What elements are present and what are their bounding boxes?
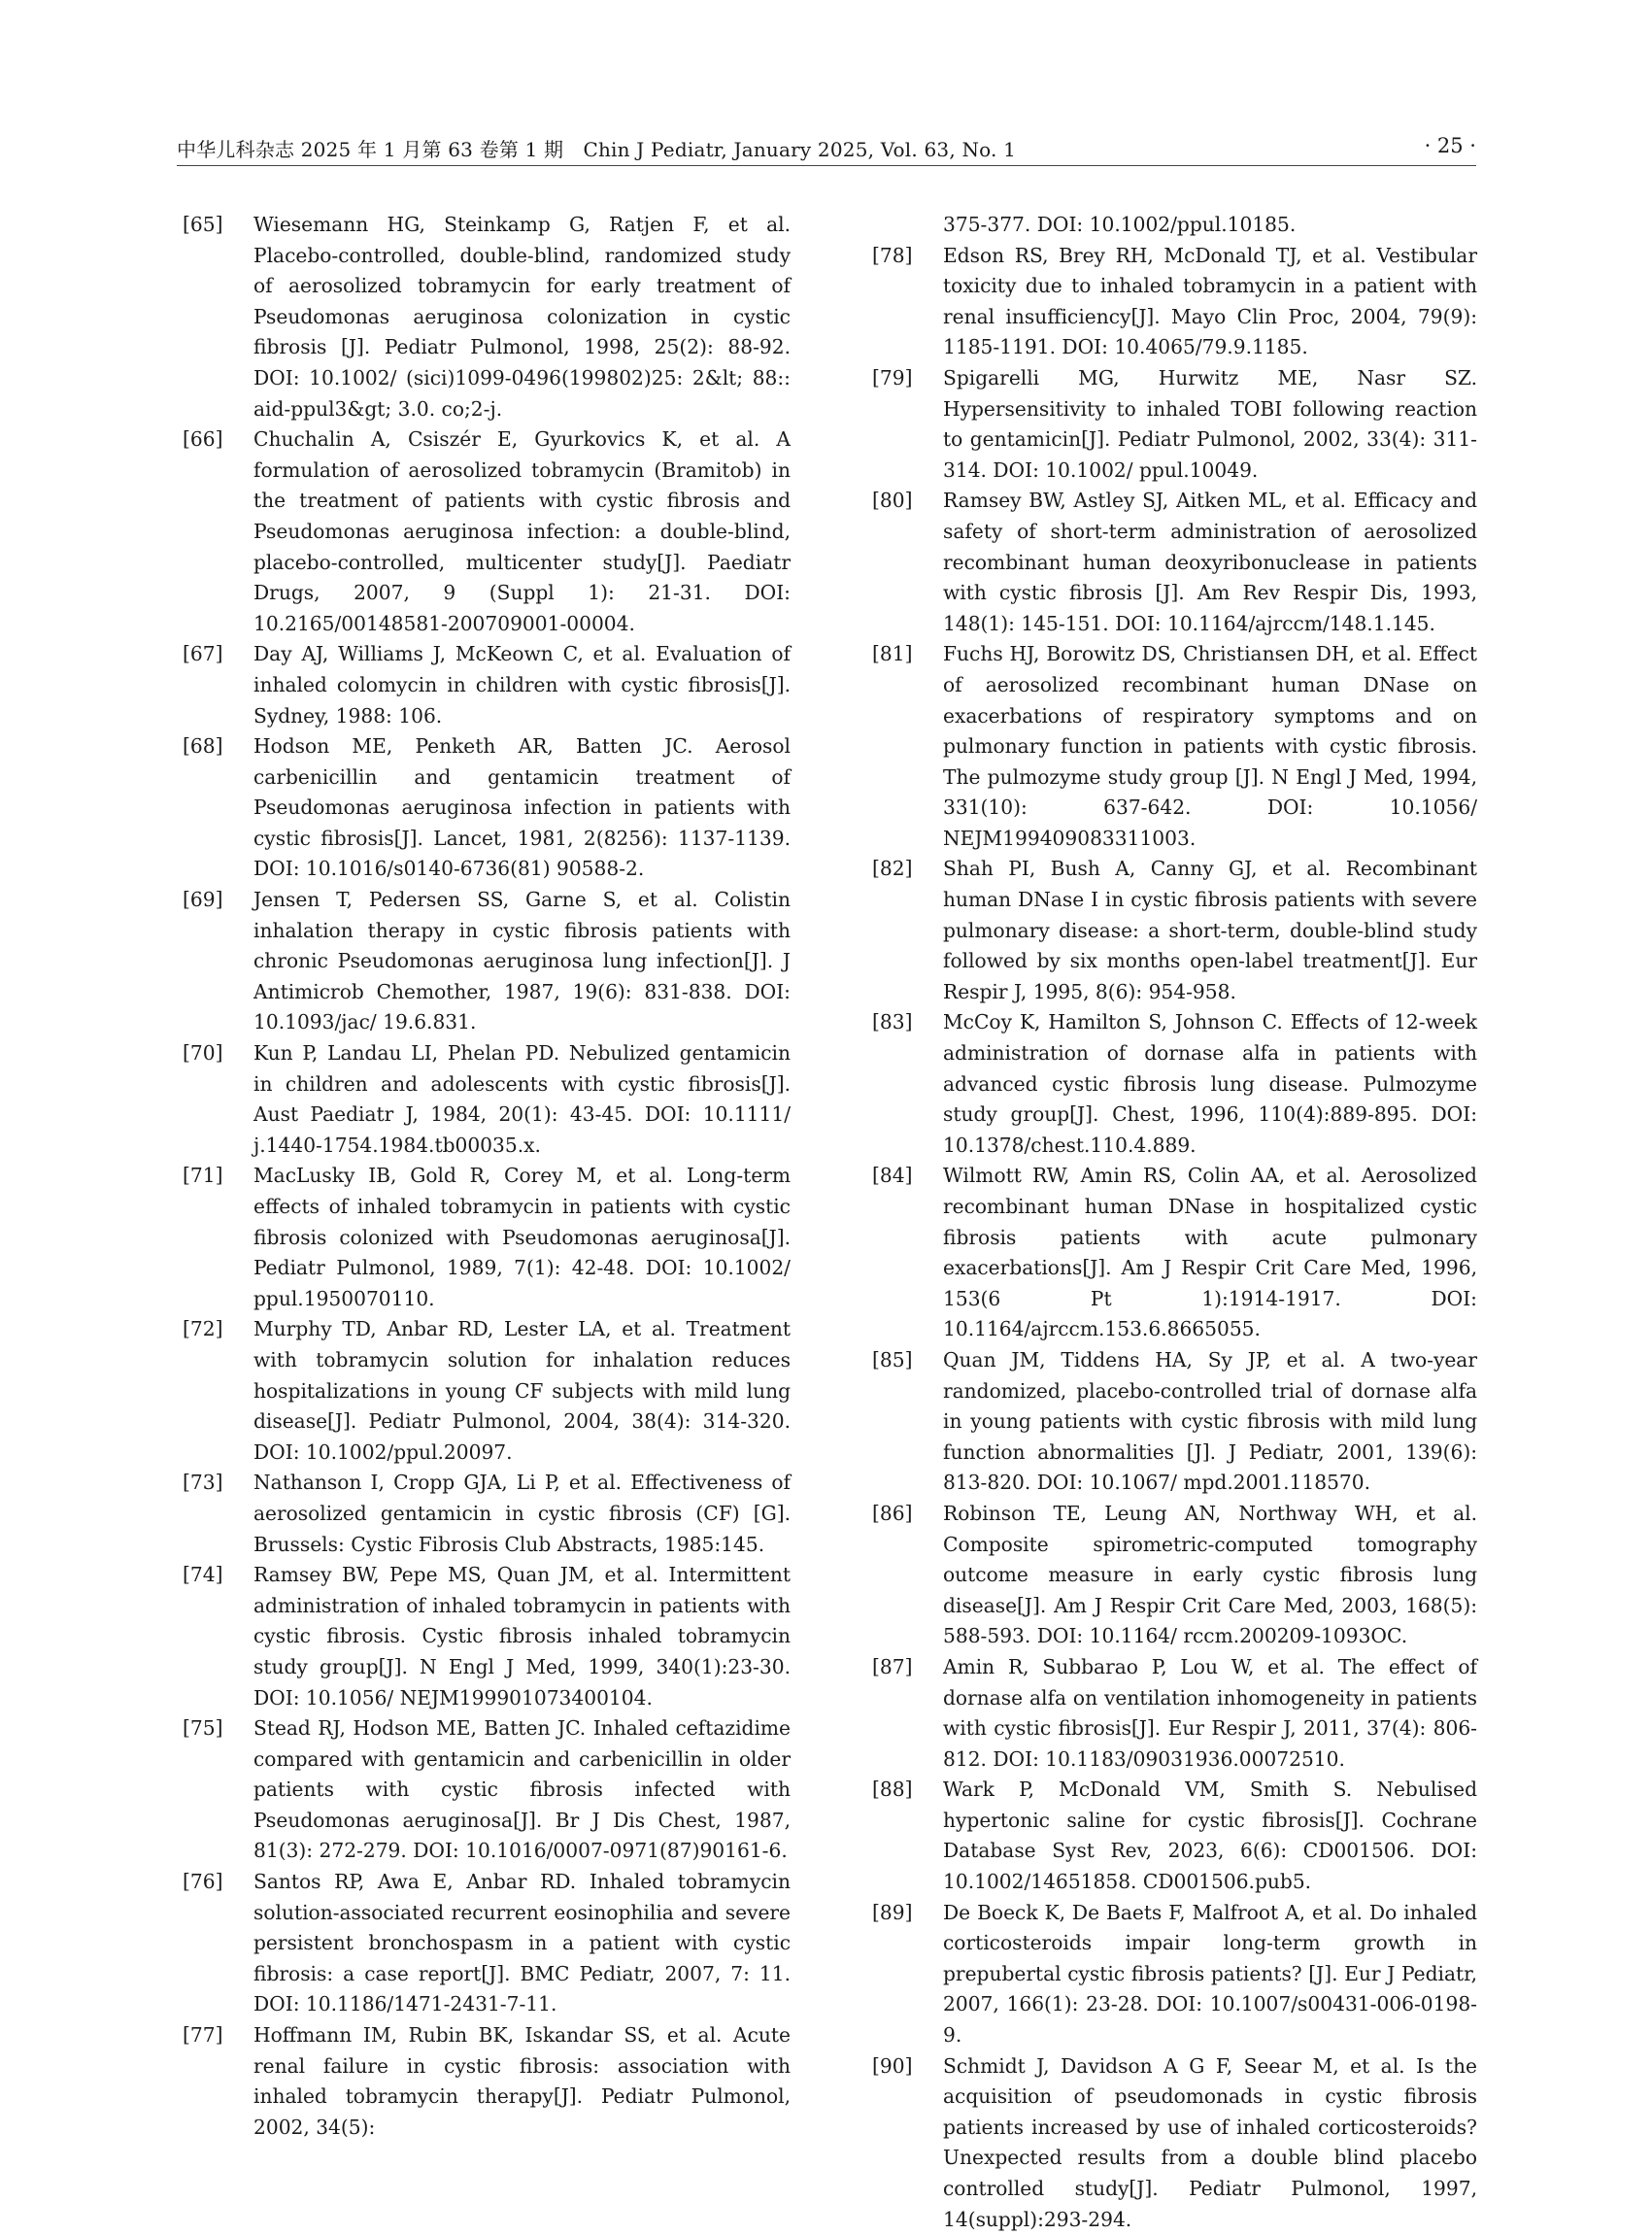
reference-item xyxy=(183,639,791,731)
reference-number: [65] xyxy=(183,213,223,236)
reference-item xyxy=(872,1345,1477,1499)
reference-number: [86] xyxy=(872,1501,913,1525)
reference-number: [87] xyxy=(872,1654,913,1678)
reference-number: [77] xyxy=(183,2023,223,2048)
reference-text: Ramsey BW, Pepe MS, Quan JM, et al. Intermittent administration of inhaled tobramycin in patients with cystic fibrosis. Cystic fibrosis inhaled tobramycin study group[J]. N Engl J Med, 1999, 340(1):23-30. DOI: 10.1056/ NEJM199901073400104. xyxy=(253,1563,791,1710)
reference-continuation: 375-377. DOI: 10.1002/ppul.10185. xyxy=(943,213,1297,236)
reference-item xyxy=(183,731,791,885)
reference-item xyxy=(183,2020,791,2143)
reference-text: Santos RP, Awa E, Anbar RD. Inhaled tobramycin solution-associated recurrent eosinophilia and severe persistent bronchospasm in a patient with cystic fibrosis: a case report[J]. BMC Pediatr, 2007, 7: 11. DOI: 10.1186/1471-2431-7-11. xyxy=(253,1870,791,2016)
reference-text: Jensen T, Pedersen SS, Garne S, et al. Colistin inhalation therapy in cystic fibrosis patients with chronic Pseudomonas aeruginosa lung infection[J]. J Antimicrob Chemother, 1987, 19(6): 831-838. DOI: 10.1093/jac/ 19.6.831. xyxy=(253,888,791,1034)
reference-number: [70] xyxy=(183,1041,223,1066)
reference-number: [68] xyxy=(183,734,223,759)
reference-item xyxy=(183,1038,791,1161)
reference-item xyxy=(872,639,1477,854)
reference-text: Fuchs HJ, Borowitz DS, Christiansen DH, et al. Effect of aerosolized recombinant human DNase on exacerbations of respiratory symptoms and on pulmonary function in patients with cystic fibrosis. The pulmozyme study group [J]. N Engl J Med, 1994, 331(10): 637-642. DOI: 10.1056/ NEJM199409083311003. xyxy=(943,642,1477,850)
reference-text: Robinson TE, Leung AN, Northway WH, et al. Composite spirometric-computed tomography outcome measure in early cystic fibrosis lung disease[J]. Am J Respir Crit Care Med, 2003, 168(5): 588-593. DOI: 10.1164/ rccm.200209-1093OC. xyxy=(943,1501,1477,1648)
running-header xyxy=(177,132,1476,166)
reference-number: [79] xyxy=(872,365,913,389)
reference-column-left xyxy=(183,210,791,2143)
reference-number: [84] xyxy=(872,1164,913,1188)
reference-item xyxy=(183,1560,791,1713)
reference-number: [78] xyxy=(872,243,913,267)
reference-item xyxy=(872,1499,1477,1652)
reference-text: Wiesemann HG, Steinkamp G, Ratjen F, et al. Placebo-controlled, double-blind, randomized study of aerosolized tobramycin for early treatment of Pseudomonas aeruginosa colonization in cystic fibrosis [J]. Pediatr Pulmonol, 1998, 25(2): 88-92. DOI: 10.1002/ (sici)1099-0496(199802)25: 2&lt; 88:: aid-ppul3&gt; 3.0. co;2-j. xyxy=(253,213,791,421)
reference-item xyxy=(183,424,791,639)
page-number: · 25 · xyxy=(1424,134,1476,157)
reference-number: [73] xyxy=(183,1471,223,1495)
reference-text: Kun P, Landau LI, Phelan PD. Nebulized gentamicin in children and adolescents with cystic fibrosis[J]. Aust Paediatr J, 1984, 20(1): 43-45. DOI: 10.1111/ j.1440-1754.1984.tb00035.x. xyxy=(253,1041,791,1157)
reference-number: [88] xyxy=(872,1778,913,1802)
reference-text: Spigarelli MG, Hurwitz ME, Nasr SZ. Hypersensitivity to inhaled TOBI following reaction to gentamicin[J]. Pediatr Pulmonol, 2002, 33(4): 311-314. DOI: 10.1002/ ppul.10049. xyxy=(943,365,1477,482)
reference-number: [69] xyxy=(183,888,223,912)
reference-item xyxy=(183,1468,791,1560)
reference-number: [75] xyxy=(183,1716,223,1741)
reference-text: Wark P, McDonald VM, Smith S. Nebulised hypertonic saline for cystic fibrosis[J]. Cochrane Database Syst Rev, 2023, 6(6): CD001506. DOI: 10.1002/14651858. CD001506.pub5. xyxy=(943,1778,1477,1894)
reference-item xyxy=(872,854,1477,1007)
reference-column-right xyxy=(872,210,1477,2235)
reference-item xyxy=(872,1775,1477,1897)
reference-text: De Boeck K, De Baets F, Malfroot A, et al. Do inhaled corticosteroids impair long-term growth in prepubertal cystic fibrosis patients? [J]. Eur J Pediatr, 2007, 166(1): 23-28. DOI: 10.1007/s00431-006-0198-9. xyxy=(943,1900,1477,2048)
reference-number: [85] xyxy=(872,1347,913,1371)
reference-text: Chuchalin A, Csiszér E, Gyurkovics K, et al. A formulation of aerosolized tobramycin (Bramitob) in the treatment of patients with cystic fibrosis and Pseudomonas aeruginosa infection: a double-blind, placebo-controlled, multicenter study[J]. Paediatr Drugs, 2007, 9 (Suppl 1): 21-31. DOI: 10.2165/00148581-200709001-00004. xyxy=(253,427,791,635)
reference-item xyxy=(872,1161,1477,1345)
reference-number: [80] xyxy=(872,489,913,513)
reference-number: [66] xyxy=(183,427,223,452)
reference-number: [67] xyxy=(183,642,223,666)
reference-number: [72] xyxy=(183,1317,223,1341)
reference-text: Edson RS, Brey RH, McDonald TJ, et al. Vestibular toxicity due to inhaled tobramycin in a patient with renal insufficiency[J]. Mayo Clin Proc, 2004, 79(9): 1185-1191. DOI: 10.4065/79.9.1185. xyxy=(943,243,1477,359)
reference-item xyxy=(183,1713,791,1867)
reference-number: [89] xyxy=(872,1900,913,1924)
reference-number: [81] xyxy=(872,642,913,666)
reference-text: Quan JM, Tiddens HA, Sy JP, et al. A two-year randomized, placebo-controlled trial of dornase alfa in young patients with cystic fibrosis with mild lung function abnormalities [J]. J Pediatr, 2001, 139(6): 813-820. DOI: 10.1067/ mpd.2001.118570. xyxy=(943,1347,1477,1495)
reference-text: Ramsey BW, Astley SJ, Aitken ML, et al. Efficacy and safety of short-term administration of aerosolized recombinant human deoxyribonuclease in patients with cystic fibrosis [J]. Am Rev Respir Dis, 1993, 148(1): 145-151. DOI: 10.1164/ajrccm/148.1.145. xyxy=(943,489,1477,635)
reference-item xyxy=(872,1898,1477,2051)
reference-item xyxy=(183,1161,791,1314)
reference-text: Hoffmann IM, Rubin BK, Iskandar SS, et al. Acute renal failure in cystic fibrosis: association with inhaled tobramycin therapy[J]. Pediatr Pulmonol, 2002, 34(5): xyxy=(253,2023,791,2139)
reference-number: [82] xyxy=(872,857,913,881)
reference-number: [74] xyxy=(183,1563,223,1587)
reference-item xyxy=(872,241,1477,363)
reference-number: [71] xyxy=(183,1164,223,1188)
reference-item xyxy=(183,1867,791,2020)
reference-text: Stead RJ, Hodson ME, Batten JC. Inhaled ceftazidime compared with gentamicin and carbenicillin in older patients with cystic fibrosis infected with Pseudomonas aeruginosa[J]. Br J Dis Chest, 1987, 81(3): 272-279. DOI: 10.1016/0007-0971(87)90161-6. xyxy=(253,1716,791,1863)
reference-text: Shah PI, Bush A, Canny GJ, et al. Recombinant human DNase I in cystic fibrosis patients with severe pulmonary disease: a short-term, double-blind study followed by six months open-label treatment[J]. Eur Respir J, 1995, 8(6): 954-958. xyxy=(943,857,1477,1003)
reference-item xyxy=(872,363,1477,486)
reference-text: MacLusky IB, Gold R, Corey M, et al. Long-term effects of inhaled tobramycin in patients with cystic fibrosis colonized with Pseudomonas aeruginosa[J]. Pediatr Pulmonol, 1989, 7(1): 42-48. DOI: 10.1002/ ppul.1950070110. xyxy=(253,1164,791,1310)
reference-number: [76] xyxy=(183,1870,223,1894)
reference-item xyxy=(872,2051,1477,2235)
reference-text: Wilmott RW, Amin RS, Colin AA, et al. Aerosolized recombinant human DNase in hospitalized cystic fibrosis patients with acute pulmonary exacerbations[J]. Am J Respir Crit Care Med, 1996, 153(6 Pt 1):1914-1917. DOI: 10.1164/ajrccm.153.6.8665055. xyxy=(943,1164,1477,1341)
reference-text: Murphy TD, Anbar RD, Lester LA, et al. Treatment with tobramycin solution for inhalation reduces hospitalizations in young CF subjects with mild lung disease[J]. Pediatr Pulmonol, 2004, 38(4): 314-320. DOI: 10.1002/ppul.20097. xyxy=(253,1317,791,1464)
reference-item xyxy=(183,885,791,1038)
reference-text: Amin R, Subbarao P, Lou W, et al. The effect of dornase alfa on ventilation inhomogeneity in patients with cystic fibrosis[J]. Eur Respir J, 2011, 37(4): 806-812. DOI: 10.1183/09031936.00072510. xyxy=(943,1654,1477,1771)
reference-item xyxy=(872,486,1477,639)
reference-item xyxy=(872,1007,1477,1161)
reference-item xyxy=(183,1314,791,1468)
reference-number: [90] xyxy=(872,2053,913,2078)
reference-number: [83] xyxy=(872,1010,913,1034)
reference-text: Nathanson I, Cropp GJA, Li P, et al. Effectiveness of aerosolized gentamicin in cystic fibrosis (CF) [G]. Brussels: Cystic Fibrosis Club Abstracts, 1985:145. xyxy=(253,1471,791,1556)
reference-text: Day AJ, Williams J, McKeown C, et al. Evaluation of inhaled colomycin in children with cystic fibrosis[J]. Sydney, 1988: 106. xyxy=(253,642,791,728)
reference-item xyxy=(183,210,791,424)
reference-text: Schmidt J, Davidson A G F, Seear M, et al. Is the acquisition of pseudomonads in cystic fibrosis patients increased by use of inhaled corticosteroids? Unexpected results from a double blind placebo controlled study[J]. Pediatr Pulmonol, 1997, 14(suppl):293-294. xyxy=(943,2053,1477,2231)
journal-citation: 中华儿科杂志 2025 年 1 月第 63 卷第 1 期 Chin J Pediatr, January 2025, Vol. 63, No. 1 xyxy=(177,138,1017,161)
reference-text: Hodson ME, Penketh AR, Batten JC. Aerosol carbenicillin and gentamicin treatment of Pseudomonas aeruginosa infection in patients with cystic fibrosis[J]. Lancet, 1981, 2(8256): 1137-1139. DOI: 10.1016/s0140-6736(81) 90588-2. xyxy=(253,734,791,881)
reference-item xyxy=(872,1652,1477,1775)
reference-text: McCoy K, Hamilton S, Johnson C. Effects of 12-week administration of dornase alfa in patients with advanced cystic fibrosis lung disease. Pulmozyme study group[J]. Chest, 1996, 110(4):889-895. DOI: 10.1378/chest.110.4.889. xyxy=(943,1010,1477,1157)
